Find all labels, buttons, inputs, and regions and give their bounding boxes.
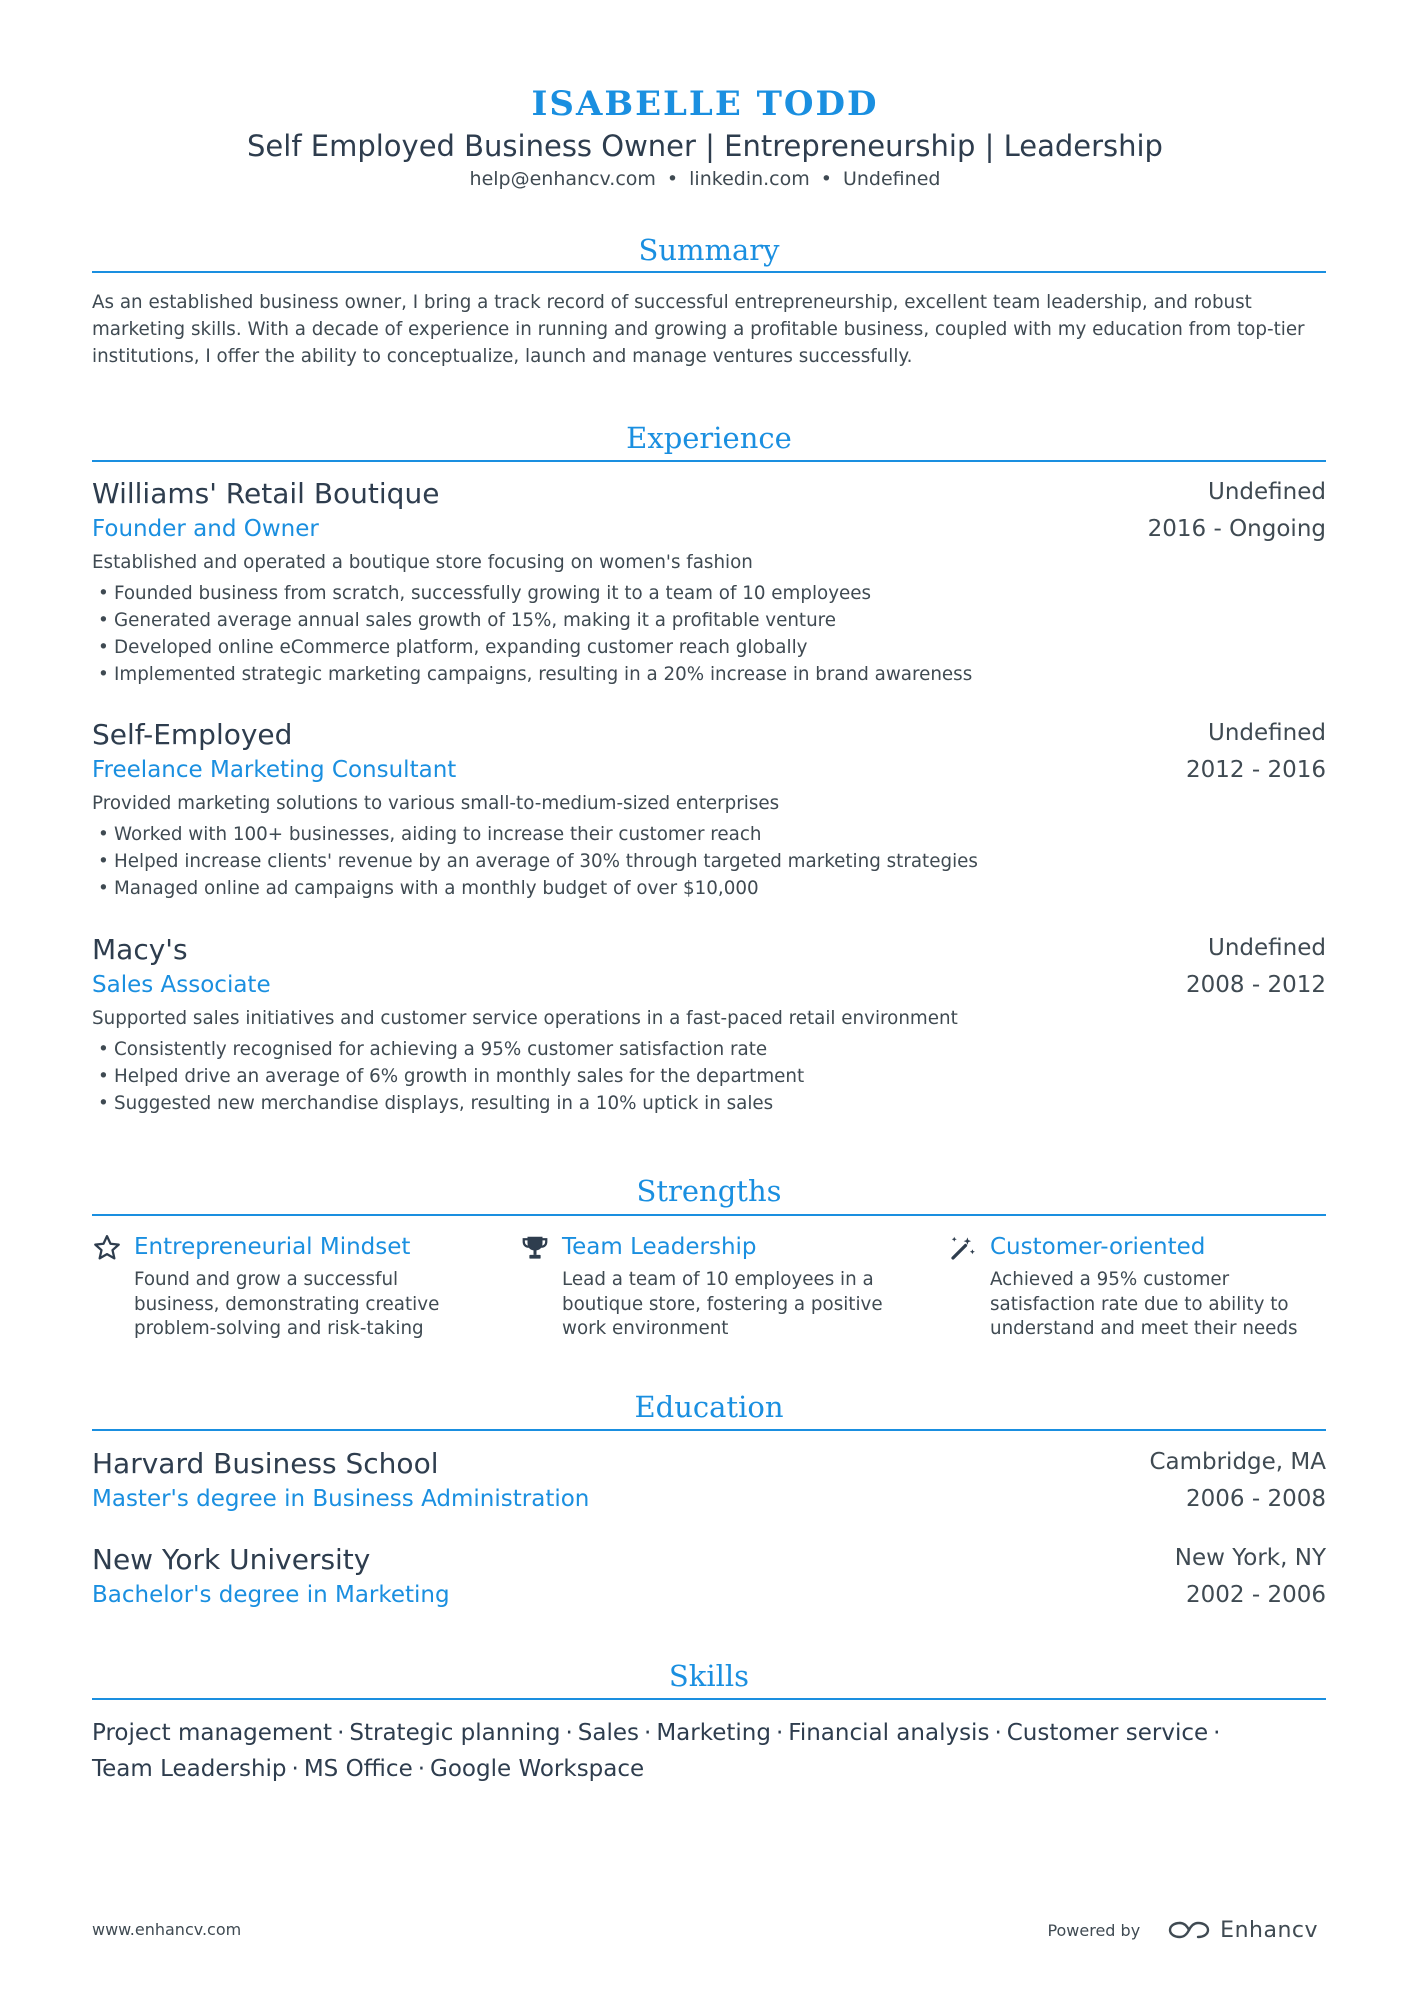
- job-bullets: [92, 821, 1326, 902]
- strength-title: Entrepreneurial Mindset: [134, 1234, 411, 1260]
- skills-list: [92, 1715, 1326, 1787]
- education-entry: [92, 1444, 1326, 1515]
- job-company: Williams' Retail Boutique: [92, 477, 440, 510]
- enhancv-logo-icon[interactable]: [1166, 1918, 1212, 1942]
- skill-separator: ·: [417, 1756, 426, 1782]
- education-school: Harvard Business School: [92, 1447, 439, 1480]
- contact-separator: •: [820, 168, 832, 190]
- footer-branding: [1047, 1910, 1318, 1950]
- contact-separator: •: [666, 168, 679, 190]
- experience-entry: [92, 474, 1326, 688]
- job-role: Freelance Marketing Consultant: [92, 757, 457, 783]
- job-bullet: • Managed online ad campaigns with a monthly budget of over $10,000: [92, 875, 1326, 902]
- job-bullet: • Helped increase clients' revenue by an average of 30% through targeted marketing strategies: [92, 848, 1326, 875]
- linkedin-link[interactable]: linkedin.com: [689, 168, 810, 190]
- experience-entry: [92, 930, 1326, 1117]
- skill-separator: ·: [775, 1720, 784, 1746]
- skill-item: Sales: [577, 1720, 640, 1746]
- footer-website[interactable]: www.enhancv.com: [92, 1920, 242, 1939]
- magic-wand-icon: [948, 1233, 978, 1263]
- skill-item: Project management: [92, 1720, 333, 1746]
- job-dates: 2016 - Ongoing: [1147, 516, 1326, 542]
- strength-title: Customer-oriented: [990, 1234, 1206, 1260]
- section-divider: [92, 1698, 1326, 1700]
- skill-separator: ·: [565, 1720, 573, 1746]
- candidate-name: ISABELLE TODD: [531, 84, 879, 124]
- education-location: New York, NY: [1174, 1545, 1326, 1571]
- job-dates: 2008 - 2012: [1186, 972, 1326, 998]
- skills-heading: Skills: [668, 1659, 750, 1693]
- experience-entry: [92, 715, 1326, 902]
- trophy-icon: [520, 1233, 550, 1263]
- strength-description: Found and grow a successful business, demonstrating creative problem-solving and risk-taking: [134, 1269, 440, 1339]
- job-bullet: • Worked with 100+ businesses, aiding to increase their customer reach: [92, 821, 1326, 848]
- skill-item: MS Office: [303, 1756, 413, 1782]
- star-icon: [92, 1233, 122, 1263]
- strength-title: Team Leadership: [562, 1234, 757, 1260]
- skills-line: [92, 1715, 1326, 1751]
- resume-header: [0, 82, 1410, 192]
- skill-separator: ·: [337, 1720, 345, 1746]
- skill-item: Financial analysis: [788, 1720, 990, 1746]
- job-description: Established and operated a boutique store focusing on women's fashion: [92, 552, 753, 573]
- experience-heading: Experience: [626, 421, 792, 455]
- email-link[interactable]: help@enhancv.com: [469, 168, 656, 190]
- section-divider: [92, 271, 1326, 273]
- skill-item: Customer service: [1006, 1720, 1209, 1746]
- skill-item: Team Leadership: [92, 1756, 287, 1782]
- education-school: New York University: [92, 1543, 371, 1576]
- job-location: Undefined: [1208, 720, 1326, 746]
- education-location: Cambridge, MA: [1149, 1449, 1326, 1475]
- education-degree: Master's degree in Business Administration: [92, 1486, 590, 1512]
- section-divider: [92, 460, 1326, 462]
- job-bullet: • Suggested new merchandise displays, resulting in a 10% uptick in sales: [92, 1090, 1326, 1117]
- location-text: Undefined: [842, 168, 941, 190]
- section-divider: [92, 1429, 1326, 1431]
- skill-separator: ·: [644, 1720, 652, 1746]
- summary-heading: Summary: [638, 233, 780, 267]
- contact-line: [0, 166, 1410, 192]
- job-dates: 2012 - 2016: [1186, 757, 1326, 783]
- skill-separator: ·: [1213, 1720, 1221, 1746]
- education-dates: 2002 - 2006: [1186, 1582, 1326, 1608]
- job-bullet: • Consistently recognised for achieving a 95% customer satisfaction rate: [92, 1036, 1326, 1063]
- education-entry: [92, 1540, 1326, 1611]
- strength-description: Lead a team of 10 employees in a boutique store, fostering a positive work environment: [562, 1269, 883, 1339]
- skill-item: Strategic planning: [349, 1720, 561, 1746]
- skills-line: [92, 1751, 1326, 1787]
- education-dates: 2006 - 2008: [1186, 1486, 1326, 1512]
- job-company: Self-Employed: [92, 718, 293, 751]
- education-degree: Bachelor's degree in Marketing: [92, 1582, 450, 1608]
- powered-by-text: Powered by: [1047, 1920, 1141, 1940]
- job-description: Supported sales initiatives and customer service operations in a fast-paced retail environment: [92, 1008, 958, 1029]
- job-location: Undefined: [1208, 935, 1326, 961]
- job-bullet: • Founded business from scratch, successfully growing it to a team of 10 employees: [92, 580, 1326, 607]
- job-description: Provided marketing solutions to various small-to-medium-sized enterprises: [92, 793, 780, 814]
- job-bullets: [92, 580, 1326, 688]
- job-company: Macy's: [92, 933, 188, 966]
- job-bullet: • Generated average annual sales growth of 15%, making it a profitable venture: [92, 607, 1326, 634]
- education-heading: Education: [634, 1390, 784, 1424]
- job-location: Undefined: [1208, 479, 1326, 505]
- summary-text: As an established business owner, I bring a track record of successful entrepreneurship, excellent team leadership, and robust marketing skills. With a decade of experience in running and growing a profitable business, coupled with my education from top-tier institutions, I offer the ability to conceptualize, launch and manage ventures successfully.: [92, 292, 1305, 367]
- job-bullet: • Developed online eCommerce platform, expanding customer reach globally: [92, 634, 1326, 661]
- skill-item: Marketing: [656, 1720, 771, 1746]
- job-role: Founder and Owner: [92, 516, 319, 542]
- enhancv-brand-text[interactable]: Enhancv: [1220, 1917, 1318, 1943]
- job-bullets: [92, 1036, 1326, 1117]
- job-role: Sales Associate: [92, 972, 271, 998]
- job-bullet: • Implemented strategic marketing campaigns, resulting in a 20% increase in brand awareness: [92, 661, 1326, 688]
- job-bullet: • Helped drive an average of 6% growth in monthly sales for the department: [92, 1063, 1326, 1090]
- skill-separator: ·: [291, 1756, 299, 1782]
- candidate-headline: Self Employed Business Owner | Entrepreneurship | Leadership: [247, 129, 1163, 163]
- skill-separator: ·: [994, 1720, 1002, 1746]
- section-divider: [92, 1214, 1326, 1216]
- strength-description: Achieved a 95% customer satisfaction rate due to ability to understand and meet their needs: [990, 1269, 1298, 1339]
- strengths-heading: Strengths: [636, 1174, 782, 1208]
- skill-item: Google Workspace: [430, 1756, 645, 1782]
